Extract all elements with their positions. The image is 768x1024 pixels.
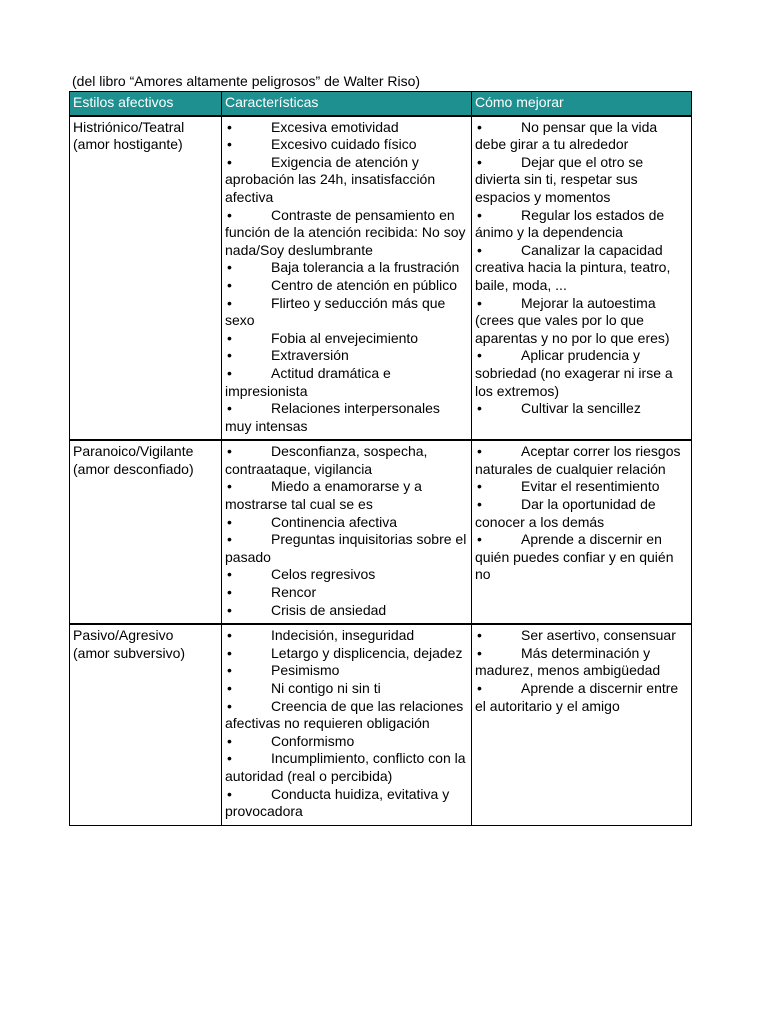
list-item-text: Baja tolerancia a la frustración <box>271 259 460 276</box>
list-item <box>225 514 468 532</box>
style-name: Pasivo/Agresivo <box>73 627 174 644</box>
list-item <box>225 733 468 751</box>
list-item-text: Miedo a enamorarse y a mostrarse tal cual se es <box>225 478 422 513</box>
bullet-icon: • <box>477 153 482 170</box>
header-como-mejorar: Cómo mejorar <box>472 92 692 116</box>
bullet-icon: • <box>477 531 482 548</box>
list-item-text: Incumplimiento, conflicto con la autoridad (real o percibida) <box>225 750 466 784</box>
list-item-text: Dar la oportunidad de conocer a los demás <box>475 496 656 530</box>
list-item <box>225 295 468 330</box>
bullet-icon: • <box>227 732 232 749</box>
list-item <box>225 443 468 478</box>
characteristics-list <box>225 119 468 436</box>
list-item <box>475 347 688 400</box>
bullet-icon: • <box>227 627 232 644</box>
bullet-icon: • <box>227 566 232 583</box>
list-item-text: Centro de atención en público <box>271 276 458 293</box>
bullet-icon: • <box>477 644 482 661</box>
list-item-text: Excesiva emotividad <box>271 118 399 135</box>
style-cell <box>70 440 222 624</box>
style-cell <box>70 624 222 825</box>
bullet-icon: • <box>227 400 232 417</box>
header-estilos: Estilos afectivos <box>70 92 222 116</box>
bullet-icon: • <box>477 478 482 495</box>
list-item-text: Conformismo <box>271 732 355 749</box>
list-item-text: Más determinación y madurez, menos ambigüedad <box>475 644 661 679</box>
bullet-icon: • <box>227 206 232 223</box>
bullet-icon: • <box>477 496 482 513</box>
list-item-text: Conducta huidiza, evitativa y provocadora <box>225 785 450 820</box>
bullet-icon: • <box>477 680 482 696</box>
bullet-icon: • <box>227 644 232 661</box>
list-item-text: Exigencia de atención y aprobación las 24h, insatisfacción afectiva <box>225 153 436 205</box>
table-header-row <box>70 92 692 116</box>
list-item <box>225 207 468 260</box>
list-item-text: Canalizar la capacidad creativa hacia la pintura, teatro, baile, moda, ... <box>475 241 671 293</box>
list-item <box>475 531 688 584</box>
list-item-text: Relaciones interpersonales muy intensas <box>225 400 440 434</box>
list-item <box>475 496 688 531</box>
bullet-icon: • <box>227 750 232 767</box>
list-item-text: Fobia al envejecimiento <box>271 329 419 346</box>
improvements-cell <box>472 624 692 825</box>
list-item <box>225 365 468 400</box>
style-subtitle: (amor hostigante) <box>73 136 183 153</box>
bullet-icon: • <box>477 443 482 460</box>
list-item-text: Celos regresivos <box>271 566 376 583</box>
improvements-cell <box>472 440 692 624</box>
list-item-text: Actitud dramática e impresionista <box>225 364 391 399</box>
list-item <box>475 443 688 478</box>
header-caracteristicas: Características <box>222 92 472 116</box>
bullet-icon: • <box>477 400 482 417</box>
list-item-text: Aceptar correr los riesgos naturales de cualquier relación <box>475 443 681 477</box>
list-item-text: No pensar que la vida debe girar a tu alrededor <box>475 118 658 153</box>
list-item <box>225 566 468 584</box>
bullet-icon: • <box>227 364 232 381</box>
list-item-text: Extraversión <box>271 347 349 364</box>
list-item-text: Indecisión, inseguridad <box>271 627 415 644</box>
list-item <box>225 259 468 277</box>
list-item-text: Pesimismo <box>271 662 340 679</box>
table-row-pasivo-agresivo <box>70 624 692 825</box>
bullet-icon: • <box>477 118 482 135</box>
list-item-text: Letargo y displicencia, dejadez <box>271 644 463 661</box>
bullet-icon: • <box>477 347 482 364</box>
bullet-icon: • <box>227 662 232 679</box>
bullet-icon: • <box>227 259 232 276</box>
list-item-text: Continencia afectiva <box>271 513 398 530</box>
bullet-icon: • <box>227 118 232 135</box>
style-name: Histriónico/Teatral <box>73 118 185 135</box>
list-item <box>475 680 688 715</box>
list-item <box>225 330 468 348</box>
list-item <box>225 698 468 733</box>
list-item <box>225 400 468 435</box>
list-item-text: Aplicar prudencia y sobriedad (no exagerar ni irse a los extremos) <box>475 347 673 399</box>
bullet-icon: • <box>227 329 232 346</box>
list-item <box>225 786 468 821</box>
bullet-icon: • <box>477 206 482 223</box>
list-item <box>225 750 468 785</box>
characteristics-cell <box>222 116 472 441</box>
improvements-list <box>475 627 688 715</box>
style-subtitle: (amor desconfiado) <box>73 460 194 477</box>
bullet-icon: • <box>227 513 232 530</box>
list-item <box>225 662 468 680</box>
bullet-icon: • <box>227 478 232 495</box>
list-item <box>225 680 468 698</box>
bullet-icon: • <box>227 153 232 170</box>
list-item-text: Creencia de que las relaciones afectivas no requieren obligación <box>225 697 464 732</box>
list-item <box>225 531 468 566</box>
list-item-text: Evitar el resentimiento <box>521 478 660 495</box>
bullet-icon: • <box>227 294 232 311</box>
list-item-text: Rencor <box>271 584 317 601</box>
bullet-icon: • <box>227 136 232 153</box>
list-item <box>225 277 468 295</box>
list-item <box>475 627 688 645</box>
affective-styles-table <box>69 91 692 826</box>
table-row-histrionico-teatral <box>70 116 692 441</box>
list-item <box>225 119 468 137</box>
list-item-text: Aprende a discernir entre el autoritario y el amigo <box>475 680 679 714</box>
style-name: Paranoico/Vigilante <box>73 443 194 460</box>
bullet-icon: • <box>227 785 232 802</box>
list-item <box>475 295 688 348</box>
list-item <box>225 584 468 602</box>
characteristics-list <box>225 627 468 821</box>
list-item-text: Crisis de ansiedad <box>271 601 387 618</box>
bullet-icon: • <box>477 241 482 258</box>
list-item-text: Flirteo y seducción más que sexo <box>225 294 446 329</box>
list-item <box>225 478 468 513</box>
list-item-text: Mejorar la autoestima (crees que vales por lo que aparentas y no por lo que eres) <box>475 294 670 346</box>
list-item <box>475 119 688 154</box>
improvements-list <box>475 119 688 418</box>
characteristics-list <box>225 443 468 619</box>
bullet-icon: • <box>227 584 232 601</box>
characteristics-cell <box>222 624 472 825</box>
improvements-cell <box>472 116 692 441</box>
list-item <box>225 154 468 207</box>
document-caption: (del libro “Amores altamente peligrosos” de Walter Riso) <box>72 73 421 89</box>
list-item-text: Desconfianza, sospecha, contraataque, vigilancia <box>225 443 428 477</box>
list-item <box>475 478 688 496</box>
list-item-text: Excesivo cuidado físico <box>271 136 417 153</box>
improvements-list <box>475 443 688 584</box>
bullet-icon: • <box>227 531 232 548</box>
list-item <box>225 627 468 645</box>
list-item-text: Preguntas inquisitorias sobre el pasado <box>225 531 467 565</box>
bullet-icon: • <box>227 697 232 714</box>
list-item-text: Dejar que el otro se divierta sin ti, respetar sus espacios y momentos <box>475 153 644 205</box>
list-item-text: Ser asertivo, consensuar <box>521 627 676 644</box>
list-item <box>475 207 688 242</box>
list-item <box>225 136 468 154</box>
bullet-icon: • <box>227 443 232 460</box>
list-item <box>475 154 688 207</box>
list-item-text: Regular los estados de ánimo y la dependencia <box>475 206 665 241</box>
list-item <box>475 242 688 295</box>
list-item-text: Aprende a discernir en quién puedes confiar y en quién no <box>475 531 674 583</box>
list-item <box>225 347 468 365</box>
style-subtitle: (amor subversivo) <box>73 644 186 661</box>
bullet-icon: • <box>227 276 232 293</box>
table-row-paranoico-vigilante <box>70 440 692 624</box>
bullet-icon: • <box>477 627 482 644</box>
list-item-text: Contraste de pensamiento en función de la atención recibida: No soy nada/Soy deslumbrante <box>225 206 466 258</box>
list-item-text: Ni contigo ni sin ti <box>271 680 381 696</box>
bullet-icon: • <box>227 680 232 696</box>
list-item <box>475 400 688 418</box>
list-item <box>225 645 468 663</box>
style-cell <box>70 116 222 441</box>
bullet-icon: • <box>227 601 232 618</box>
bullet-icon: • <box>477 294 482 311</box>
bullet-icon: • <box>227 347 232 364</box>
list-item <box>475 645 688 680</box>
list-item <box>225 602 468 620</box>
characteristics-cell <box>222 440 472 624</box>
list-item-text: Cultivar la sencillez <box>521 400 641 417</box>
